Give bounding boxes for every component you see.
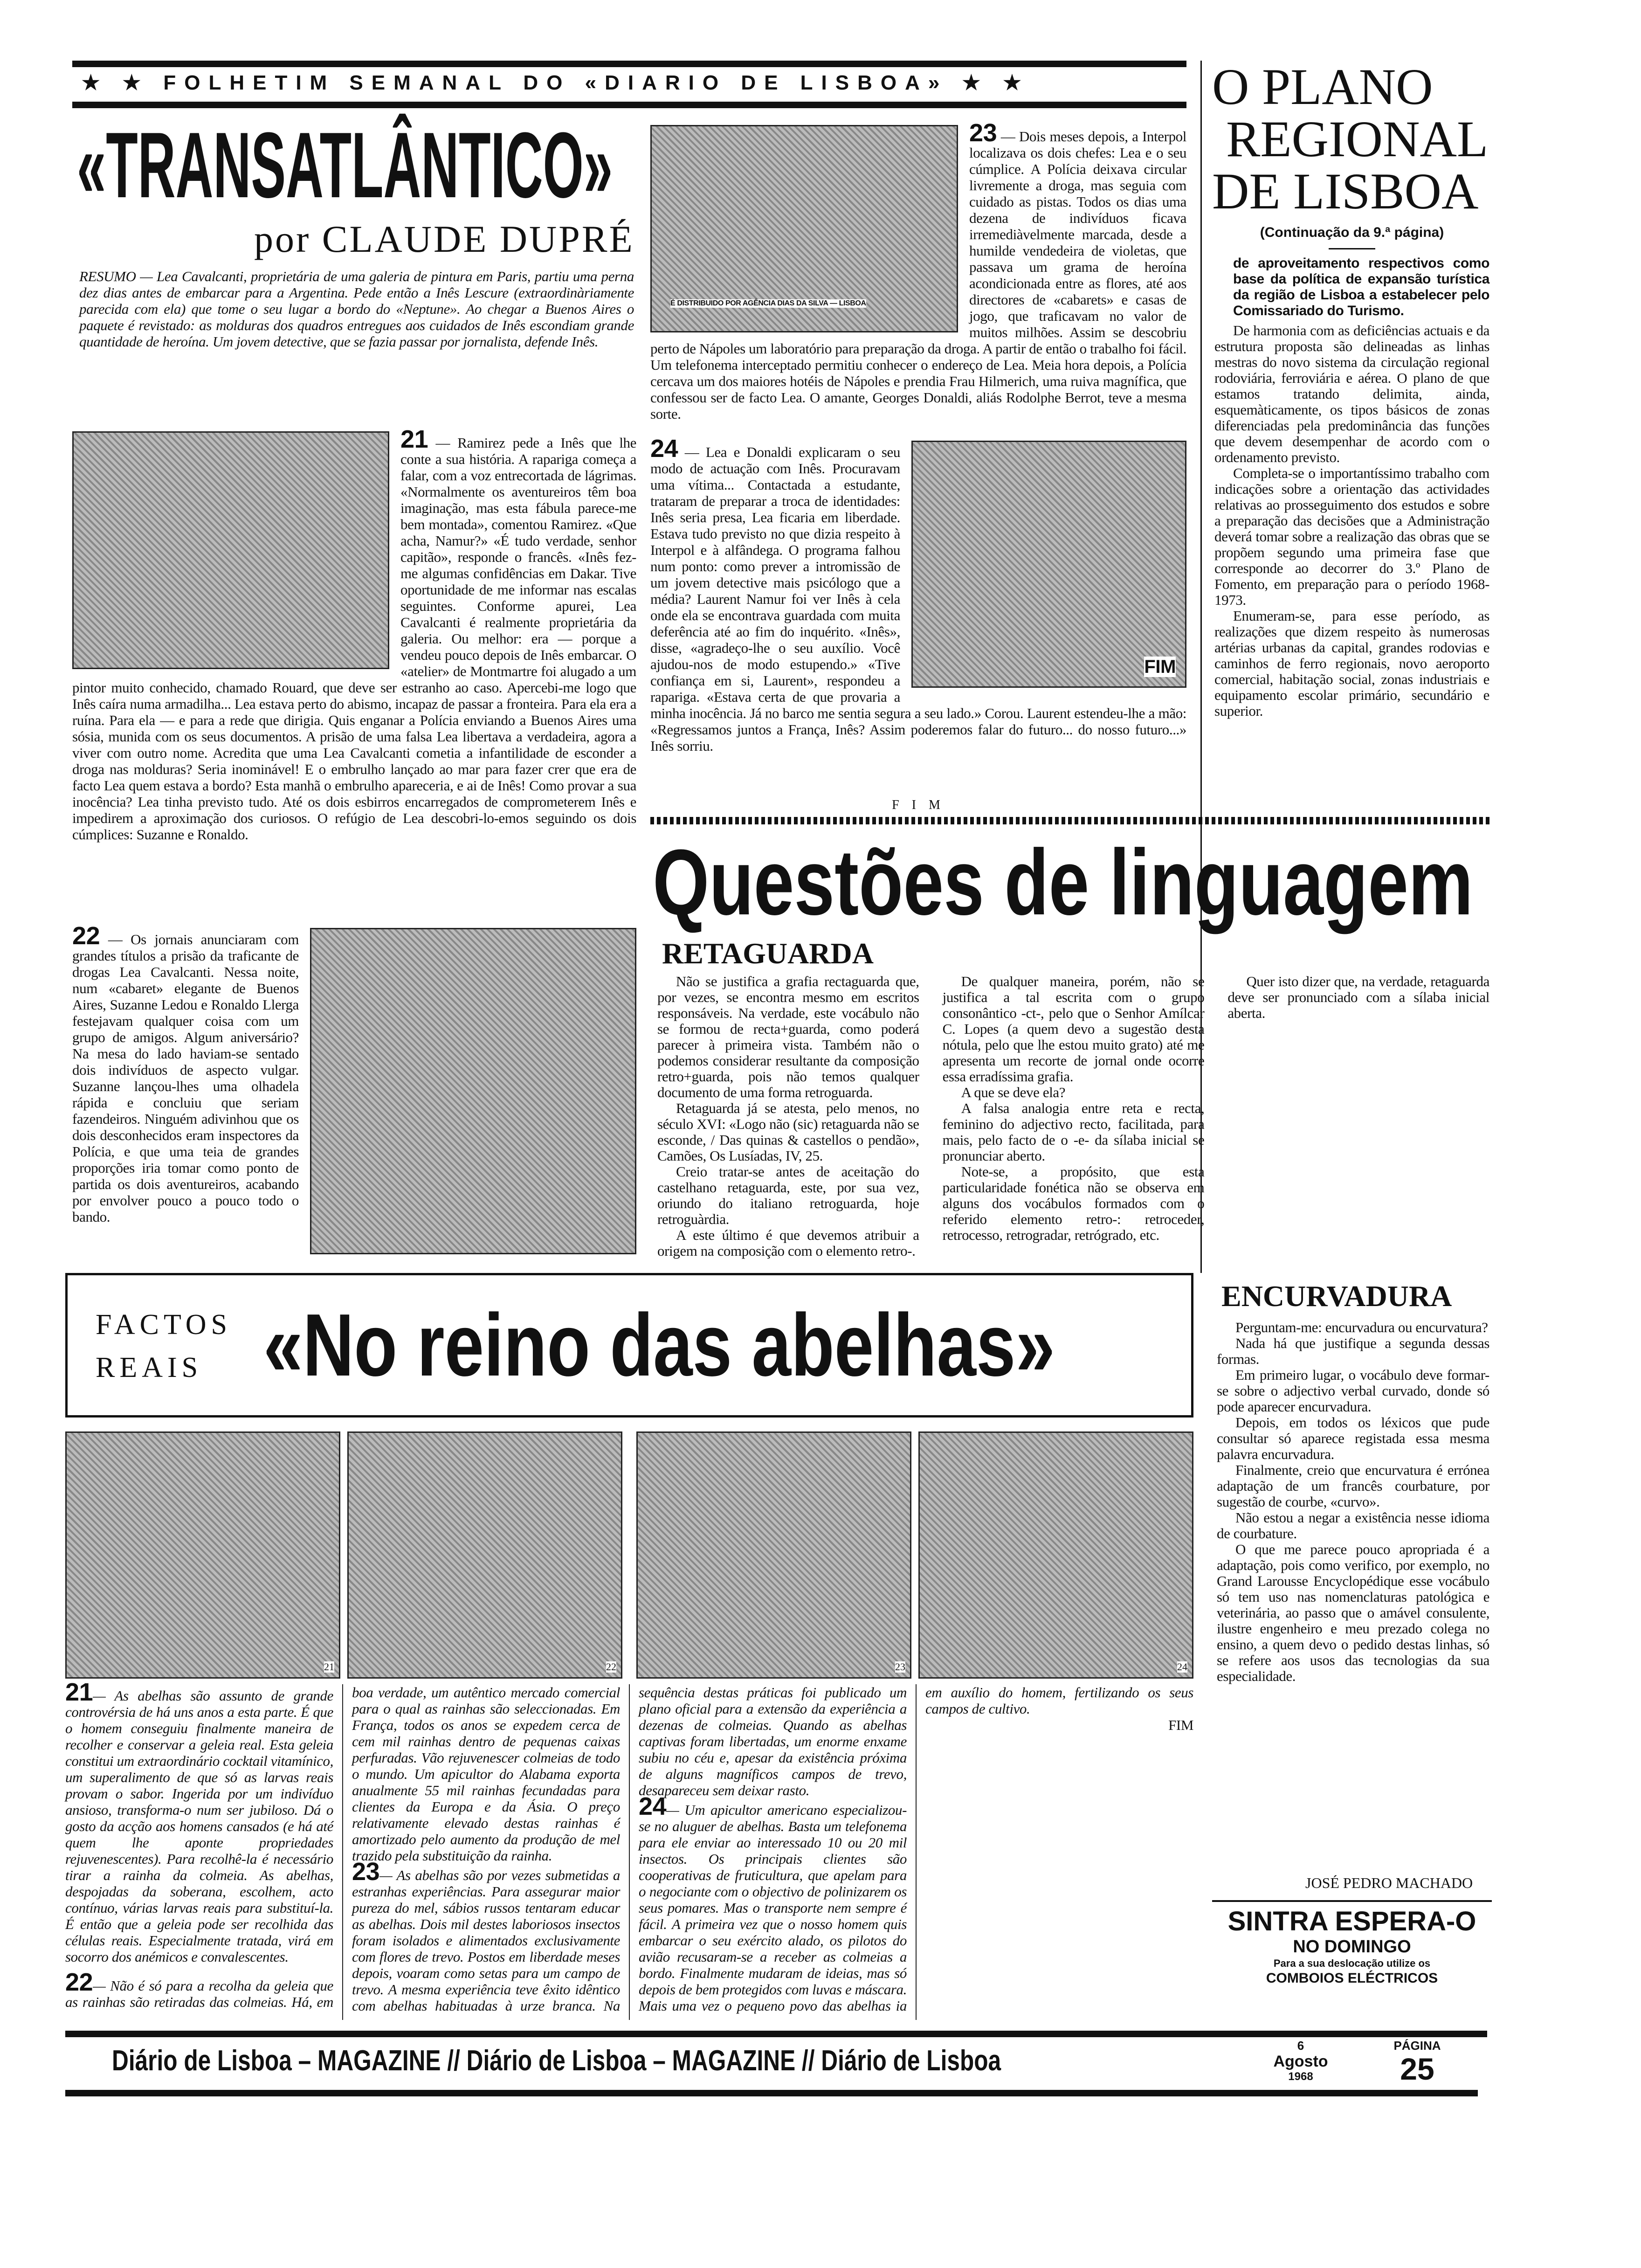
kicker-line: FACTOS	[96, 1309, 232, 1341]
footer-date	[1268, 2039, 1333, 2083]
episode-number: 21	[400, 425, 428, 453]
plano-body	[1214, 256, 1489, 719]
retaguarda-paragraph: De qualquer maneira, porém, não se justifica a tal escrita com o grupo consonântico -ct-, pelo que o Senhor Amílcar C. Lopes (a quem devo a sugestão desta nótula, pelo que lhe estou muito grato) até me apresenta um recorte de jornal onde ocorre essa erradíssima grafia.	[942, 973, 1205, 1085]
item-number: 23	[352, 1858, 380, 1886]
abelhas-title	[263, 1296, 1253, 1395]
page-number: 25	[1400, 2052, 1434, 2086]
illustration-caption: É DISTRIBUIDO POR AGÊNCIA DIAS DA SILVA — LISBOA	[670, 299, 866, 307]
retaguarda-paragraph: A que se deve ela?	[961, 1084, 1066, 1100]
retaguarda-heading: RETAGUARDA	[662, 937, 874, 970]
encurvadura-body	[1217, 1320, 1489, 1684]
episode-number: 23	[969, 119, 997, 147]
plano-paragraph: Enumeram-se, para esse período, as realizações que dizem respeito às numerosas artérias urbanas da capital, grandes rodovias e caminhos de ferro regionais, novo aeroporto comercial, habitação social, zonas industriais e equipamento escolar primário, secundário e superior.	[1214, 608, 1489, 719]
encurvadura-heading: ENCURVADURA	[1221, 1279, 1452, 1313]
footer-masthead-text: Diário de Lisboa – MAGAZINE // Diário de Lisboa – MAGAZINE // Diário de Lisboa	[112, 2045, 1001, 2077]
plano-title-line: REGIONAL	[1226, 111, 1489, 167]
encurvadura-paragraph: Em primeiro lugar, o vocábulo deve formar-se sobre o adjectivo verbal curvado, donde só pode aparecer encurvadura.	[1217, 1367, 1489, 1415]
encurvadura-paragraph: Perguntam-me: encurvadura ou encurvatura?	[1235, 1319, 1488, 1335]
encurvadura-paragraph: Finalmente, creio que encurvatura é errónea adaptação de um francês courbature, por sugestão de courbe, «curvo».	[1217, 1462, 1489, 1510]
bee-swarm-illustration	[636, 1431, 911, 1679]
plano-paragraph: Completa-se o importantíssimo trabalho com indicações sobre a orientação das actividades relativas ao prosseguimento dos estudos e sobre a preparação das decisões que a Administração deverá tomar sobre a realização das obras que se propõem segundo uma primeira fase que corresponde ao decorrer do 3.º Plano de Fomento, em preparação para o período 1968-1973.	[1214, 465, 1489, 608]
feuilleton-title-text: «TRANSATLÂNTICO»	[77, 113, 613, 217]
banner-bottom-rule	[72, 102, 1186, 108]
image-number: 22	[606, 1661, 616, 1673]
plano-continuation: (Continuação da 9.ª página)	[1260, 225, 1444, 240]
woman-portrait-illustration	[72, 431, 389, 669]
retaguarda-paragraph: Quer isto dizer que, na verdade, retaguarda deve ser pronunciado com a sílaba inicial aberta.	[1227, 973, 1489, 1021]
item-text: — As abelhas são por vezes submetidas a estranhas experiências. Para assegurar maior pureza do mel, sábios russos tentaram educar as abelhas. Dois mil destes laboriosos insectos foram isolados e alimentados exclusivamente com flores de trevo. Postos em liberdade meses depois, voaram como setas para um campo de trevo. A mesma experiência teve êxito idêntico com abelhas habituadas à urze branca. Na sequência destas práticas foi publicado um plano oficial para a extensão da experiência a dezenas de colmeias. Quando as abelhas captivas foram libertadas, um enorme enxame subiu no céu e, apesar da existência próxima de alguns magníficos campos de trevo, desapareceu sem deixar rasto.	[352, 1684, 907, 2014]
encurvadura-paragraph: Nada há que justifique a segunda dessas formas.	[1217, 1335, 1489, 1367]
footer-masthead	[112, 2045, 1223, 2077]
ad-line: SINTRA ESPERA-O	[1227, 1906, 1476, 1936]
item-number: 24	[639, 1792, 667, 1820]
ad-line: COMBOIOS ELÉCTRICOS	[1266, 1971, 1438, 1986]
encurvadura-paragraph: Depois, em todos os léxicos que pude consultar só aparece registada essa mesma palavra encurvadura.	[1217, 1414, 1489, 1462]
abelhas-end: FIM	[1168, 1717, 1193, 1733]
encurvadura-paragraph: O que me parece pouco apropriada é a adaptação, pois como verifico, por exemplo, no Grand Larousse Encyclopédique esse vocábulo só tem uso nas nomenclaturas patológica e veterinária, ao passo que o amável consulente, ilustre engenheiro e meu prezado colega no ensino, a quem devo o pedido destas linhas, só se refere aos usos das tecnologias da sua especialidade.	[1217, 1541, 1489, 1684]
item-number: 22	[65, 1968, 93, 1996]
banner-top-rule	[72, 61, 1186, 67]
beehive-illustration	[347, 1431, 622, 1679]
item-number: 21	[65, 1678, 93, 1706]
episode-number: 22	[72, 922, 100, 950]
retaguarda-paragraph: A este último é que devemos atribuir a origem na composição com o elemento retro-.	[657, 1227, 919, 1259]
footer-page	[1380, 2039, 1455, 2085]
couple-illustration	[911, 441, 1186, 688]
feuilleton-title	[77, 113, 632, 217]
retaguarda-paragraph: Retaguarda já se atesta, pelo menos, no século XVI: «Logo não (sic) retaguarda não se esconde, / Das quinas & castellos o pendão», Camões, Os Lusíadas, IV, 25.	[657, 1100, 919, 1164]
feuilleton-byline: por CLAUDE DUPRÉ	[254, 218, 634, 260]
plano-title	[1212, 58, 1489, 220]
date-day: 6	[1297, 2039, 1304, 2053]
retaguarda-paragraph: A falsa analogia entre reta e recta, feminino do adjectivo recto, facilitada, para mais, pelo facto de o -e- da sílaba inicial se pronunciar aberto.	[942, 1100, 1205, 1164]
retaguarda-paragraph: Note-se, a propósito, que esta particularidade fonética não se observa em alguns dos vocábulos formados com o referido elemento retro-: retroceder, retrocesso, retrogradar, retrógrado, etc.	[942, 1163, 1205, 1243]
sintra-ad	[1212, 1900, 1492, 1987]
episode-22	[72, 922, 636, 1259]
ad-line: NO DOMINGO	[1293, 1937, 1411, 1957]
date-year: 1968	[1288, 2070, 1313, 2083]
plano-title-line: O PLANO	[1212, 58, 1433, 115]
feuilleton-end: F I M	[892, 798, 945, 812]
episode-number: 24	[650, 435, 678, 463]
illustration-signature: FIM	[1144, 657, 1176, 677]
retaguarda-paragraph: Creio tratar-se antes de aceitação do castelhano retaguarda, este, por sua vez, oriundo do italiano retroguarda, hoje retroguàrdia.	[657, 1163, 919, 1227]
date-month: Agosto	[1273, 2053, 1328, 2070]
abelhas-kicker	[96, 1303, 232, 1389]
episode-21	[72, 425, 636, 843]
bee-illustration	[65, 1431, 340, 1679]
episode-24	[650, 435, 1186, 754]
pilot-illustration	[918, 1431, 1193, 1679]
decorative-border	[650, 817, 1489, 824]
encurvadura-paragraph: Não estou a negar a existência nesse idioma de courbature.	[1217, 1509, 1489, 1542]
image-number: 24	[1177, 1661, 1187, 1673]
item-text: — Um apicultor americano especializou-se no aluguer de abelhas. Basta um telefonema para ele enviar ao interessado 10 ou 20 mil insectos. Os principais clientes são cooperativas de fruticultura, que apelam para o negociante com o objectivo de polinizarem os seus pomares. Mas o transporte nem sempre é fácil. A primeira vez que o nosso homem quis embarcar o seu exército alado, os pilotos do avião recusaram-se a receber as colmeias a bordo. Finalmente mudaram de ideias, mas só depois de bem protegidos com luvas e máscara. Mais uma vez o pequeno povo das abelhas ia em auxílio do homem, fertilizando os seus campos de cultivo.	[639, 1684, 1193, 2014]
plano-separator	[1329, 248, 1375, 249]
retaguarda-body	[657, 974, 1489, 1267]
plano-lead: de aproveitamento respectivos como base da política de expansão turística da região de Lisboa a estabelecer pelo Comissariado do Turismo.	[1233, 256, 1489, 318]
linguagem-title	[653, 832, 1641, 933]
image-number: 23	[895, 1661, 905, 1673]
linguagem-title-text: Questões de linguagem	[653, 830, 1473, 934]
episode-23	[650, 119, 1186, 422]
footer-bottom-rule	[65, 2090, 1478, 2096]
plano-paragraph: De harmonia com as deficiências actuais e da estrutura proposta são delineadas as linhas mestras do novo sistema da circulação regional rodoviária, ferroviária e aérea. O plano de que estamos tratando delimita, ainda, esquemàticamente, os tipos básicos de zonas diferenciadas pela predominância das funções que devem desempenhar de acordo com o ordenamento previsto.	[1214, 322, 1489, 465]
abelhas-body	[65, 1678, 1193, 2020]
image-number: 21	[324, 1661, 334, 1673]
feuilleton-banner: ★ ★ FOLHETIM SEMANAL DO «DIARIO DE LISBOA» ★ ★	[82, 71, 1030, 94]
abelhas-title-text: «No reino das abelhas»	[263, 1296, 1055, 1395]
ad-line: Para a sua deslocação utilize os	[1273, 1957, 1431, 1969]
kicker-line: REAIS	[96, 1352, 203, 1383]
encurvadura-author: JOSÉ PEDRO MACHADO	[1305, 1874, 1473, 1891]
footer-top-rule	[65, 2031, 1487, 2037]
page-label: PÁGINA	[1393, 2039, 1441, 2053]
episode-text: — Lea e Donaldi explicaram o seu modo de actuação com Inês. Procuravam uma vítima... Contactada a estudante, trataram de preparar a troca de identidades: Inês seria presa, Lea ficaria em liberdade. Estava tudo previsto no que dizia respeito à Interpol e à alfândega. O programa falhou num ponto: como prever a intromissão de um jovem detective mais psicólogo que a média? Laurent Namur foi ver Inês à cela onde ela se encontrava guardada com muita deferência até ao fim do inquérito. «Inês», disse, «agradeço-lhe o seu auxílio. Você ajudou-nos de modo estupendo.» «Tive confiança em si, Laurent», respondeu a rapariga. «Estava certa de que provaria a minha inocência. Já no barco me sentia segura a seu lado.» Corou. Laurent estendeu-lhe a mão: «Regressamos juntos a França, Inês? Assim poderemos falar do futuro... do nosso futuro...» Inês sorriu.	[650, 444, 1186, 754]
retaguarda-paragraph: Não se justifica a grafia rectaguarda que, por vezes, se encontra mesmo em escritos responsáveis. Na verdade, este vocábulo não se formou de recta+guarda, como poderá parecer à primeira vista. Também não o podemos considerar resultante da composição retro+guarda, pois não temos qualquer documento de uma forma retroguarda.	[657, 973, 919, 1100]
item-text: — As abelhas são assunto de grande controvérsia de há uns anos a esta parte. É que o homem conseguiu finalmente maneira de recolher e conservar a geleia real. Esta geleia constitui um extraordinário cocktail vitamínico, um superalimento de que só as larvas reais provam o sabor. Ingerida por um indivíduo ansioso, transforma-o num ser jubiloso. Dá o gosto da acção aos homens cansados (e há até quem lhe aponte propriedades rejuvenescentes). Para recolhê-la é necessário tirar a rainha da colmeia. As abelhas, despojadas da soberana, escolhem, acto contínuo, várias larvas reais para substituí-la. É então que a geleia pode ser recolhida das células reais. Especialmente tratada, virá em socorro dos anémicos e convalescentes.	[65, 1687, 333, 1965]
car-illustration	[650, 125, 958, 332]
plano-title-line: DE LISBOA	[1212, 163, 1479, 220]
feuilleton-summary: RESUMO — Lea Cavalcanti, proprietária de uma galeria de pintura em Paris, partiu uma perna dez dias antes de embarcar para a Argentina. Pede então a Inês Lescure (extraordinàriamente parecida com ela) que tome o seu lugar a bordo do «Neptune». Ao chegar a Buenos Aires o paquete é revistado: as molduras dos quadros entregues aos cuidados de Inês escondiam grande quantidade de heroína. Um jovem detective, que se fazia passar por jornalista, defende Inês.	[79, 268, 634, 350]
abelhas-header-box	[65, 1273, 1193, 1418]
cabaret-illustration	[310, 928, 636, 1254]
episode-text: — Dois meses depois, a Interpol localizava os dois chefes: Lea e o seu cúmplice. A Polícia deixava circular livremente a droga, mas seguia com cuidado as pistas. Todos os dias uma dezena de indivíduos ficava irremediàvelmente marcada, desde a humilde vendedeira de violetas, que passava um grama de heroína acondicionada entre as flores, até aos directores de «cabarets» e casas de jogo, que traficavam no valor de muitos milhões. Assim se descobriu perto de Nápoles um laboratório para preparação da droga. A partir de então o trabalho foi fácil. Um telefonema interceptado permitiu conhecer o endereço de Lea. Meia hora depois, a Polícia cercava um dos maiores hotéis de Nápoles e prendia Frau Hilmerich, uma ruiva magnífica, que confessou ser de facto Lea. O amante, Georges Donaldi, aliás Rodolphe Berrot, teve a mesma sorte.	[650, 128, 1186, 422]
item-text: — Não é só para a recolha da geleia que as rainhas são retiradas das colmeias. Há, em boa verdade, um autêntico mercado comercial para o qual as rainhas são seleccionadas. Em França, todos os anos se expedem cerca de cem mil rainhas dentro de pequenas caixas perfuradas. Vão rejuvenescer colmeias de todo o mundo. Um apicultor do Alabama exporta anualmente 55 mil rainhas fecundadas para clientes da Europa e da Ásia. O preço relativamente elevado destas rainhas é amortizado pelo aumento da produção de mel trazido pela substituição da rainha.	[65, 1684, 620, 2010]
episode-text: — Ramirez pede a Inês que lhe conte a sua história. A rapariga começa a falar, com a voz entrecortada de lágrimas. «Normalmente os aventureiros têm boa imaginação, mas esta fábula parece-me bem montada», comentou Ramirez. «Que acha, Namur?» «É tudo verdade, senhor capitão», responde o francês. «Inês fez-me algumas confidências em Dakar. Tive oportunidade de me informar nas escalas seguintes. Conforme apurei, Lea Cavalcanti é realmente proprietária da galeria. Ou melhor: era — porque a vendeu pouco depois de Inês embarcar. O «atelier» de Montmartre foi alugado a um pintor muito conhecido, chamado Rouard, que deve ser estranho ao caso. Apercebi-me logo que Inês caíra numa armadilha... Lea estava perto do abismo, incapaz de passar a fronteira. Para ela era a ruína. Para ela — e para a rede que dirigia. Quis enganar a Polícia enviando a Buenos Aires uma sósia, munida com os seus documentos. A prisão de uma falsa Lea libertava a verdadeira, agora a viver com outro nome. Acredita que uma Lea Cavalcanti cometia a infantilidade de esconder a droga nas molduras? Seria inominável! E o embrulho lançado ao mar para fazer crer que era de facto Lea quem estava a bordo? Esta manhã o embrulho apareceria, e ai de Inês! Como provar a sua inocência? Lea tinha previsto tudo. Até os dois esbirros encarregados de comprometerem Inês e impedirem a aproximação dos curiosos. O refúgio de Lea descobri-lo-emos seguindo os dois cúmplices: Suzanne e Ronaldo.	[72, 435, 636, 843]
abelhas-item	[65, 1678, 333, 1965]
episode-text: — Os jornais anunciaram com grandes títulos a prisão da traficante de drogas Lea Cavalcanti. Nessa noite, num «cabaret» elegante de Buenos Aires, Suzanne Ledou e Ronaldo Llerga festejavam qualquer coisa com um grupo de amigos. Algum aniversário? Na mesa do lado haviam-se sentado dois indivíduos de aspecto vulgar. Suzanne lançou-lhes uma olhadela rápida e concluiu que seriam fazendeiros. Ninguém adivinhou que os dois desconhecidos eram inspectores da Polícia, e que uma teia de grandes proporções iria tomar como ponto de partida os dois aventureiros, acabando por envolver pouco a pouco todo o bando.	[72, 931, 299, 1225]
